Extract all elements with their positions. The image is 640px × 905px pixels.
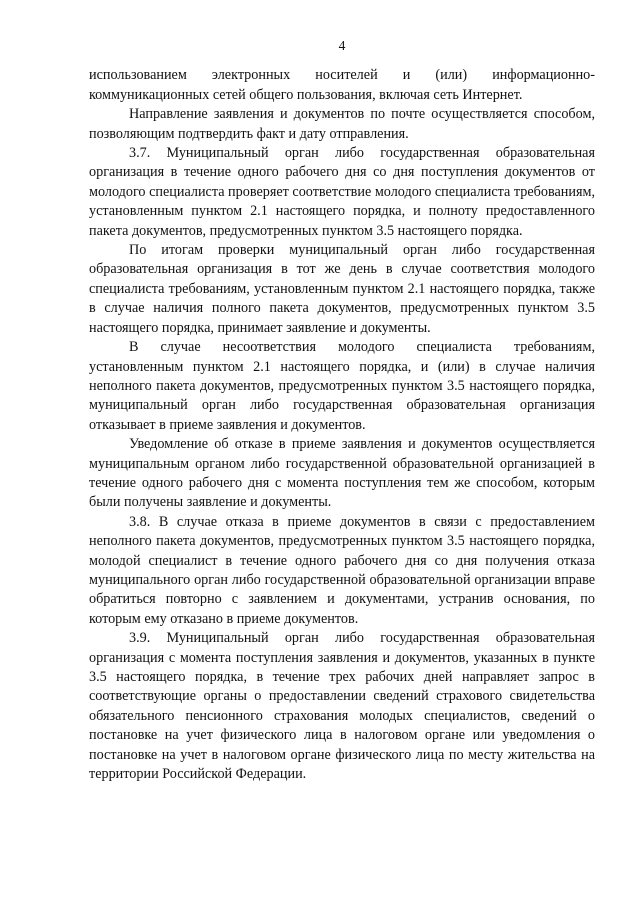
paragraph-3-7: 3.7. Муниципальный орган либо государственная образовательная организация в течение одного рабочего дня со дня поступления документов от молодого специалиста проверяет соответствие молодого специалиста требованиям, установленным пунктом 2.1 настоящего порядка, и полноту предоставленного пакета документов, предусмотренных пунктом 3.5 настоящего порядка.: [89, 145, 595, 239]
paragraph-acceptance: По итогам проверки муниципальный орган либо государственная образовательная организация в тот же день в случае соответствия молодого специалиста требованиям, установленным пунктом 2.1 настоящего порядка, также в случае наличия полного пакета документов, предусмотренных пунктом 3.5 настоящего порядка, принимает заявление и документы.: [89, 242, 595, 336]
paragraph-notification: Уведомление об отказе в приеме заявления и документов осуществляется муниципальным органом либо государственной образовательной организацией в течение одного рабочего дня с момента поступления тем же способом, которым были получены заявление и документы.: [89, 436, 595, 511]
paragraph-mail-submission: Направление заявления и документов по почте осуществляется способом, позволяющим подтвердить факт и дату отправления.: [89, 106, 595, 142]
paragraph-3-9: 3.9. Муниципальный орган либо государственная образовательная организация с момента поступления заявления и документов, указанных в пункте 3.5 настоящего порядка, в течение трех рабочих дней направляет запрос в соответствующие органы о предоставлении сведений страхового свидетельства обязательного пенсионного страхования молодых специалистов, сведений о постановке на учет физического лица в налоговом органе или уведомления о постановке на учет в налоговом органе физического лица по месту жительства на территории Российской Федерации.: [89, 630, 595, 783]
paragraph-continuation: использованием электронных носителей и (или) информационно-коммуникационных сетей общего пользования, включая сеть Интернет.: [89, 67, 595, 103]
paragraph-3-8: 3.8. В случае отказа в приеме документов в связи с предоставлением неполного пакета документов, предусмотренных пунктом 3.5 настоящего порядка, молодой специалист в течение одного рабочего дня со дня получения отказа муниципального орган либо государственной образовательной организации вправе обратиться повторно с заявлением и документами, устранив основания, по которым ему отказано в приеме документов.: [89, 513, 595, 627]
page-number: 4: [338, 38, 346, 53]
paragraph-refusal: В случае несоответствия молодого специалиста требованиям, установленным пунктом 2.1 настоящего порядка, и (или) в случае наличия неполного пакета документов, предусмотренных пунктом 3.5 настоящего порядка, муниципальный орган либо государственная образовательная организация отказывает в приеме заявления и документов.: [89, 339, 595, 433]
document-page: [89, 36, 595, 784]
